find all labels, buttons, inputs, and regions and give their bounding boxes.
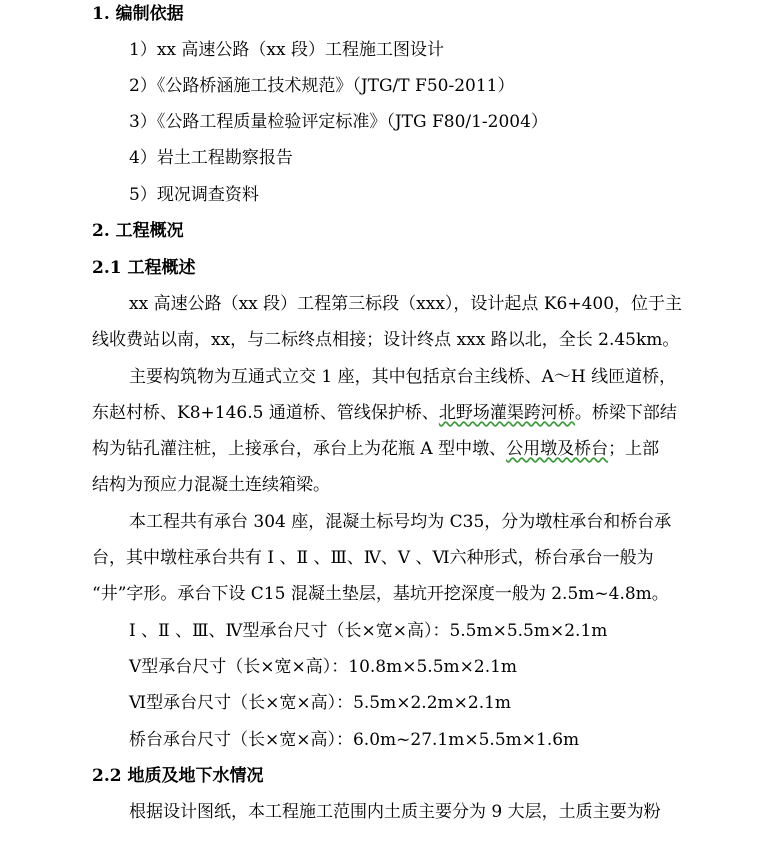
section-2-1-heading: 2.1 工程概述 <box>92 258 196 278</box>
caps-paragraph-line: 台，其中墩柱承台共有 Ⅰ 、Ⅱ 、Ⅲ、Ⅳ、Ⅴ 、Ⅵ六种形式，桥台承台一般为 <box>92 548 654 568</box>
reference-item-1: 1）xx 高速公路（xx 段）工程施工图设计 <box>129 40 444 60</box>
cap-dimension-line: 桥台承台尺寸（长×宽×高）：6.0m~27.1m×5.5m×1.6m <box>129 730 580 750</box>
structures-paragraph-line: 主要构筑物为互通式立交 1 座，其中包括京台主线桥、A～H 线匝道桥， <box>129 367 677 387</box>
geology-paragraph-line: 根据设计图纸，本工程施工范围内土质主要分为 9 大层，土质主要为粉 <box>129 802 661 822</box>
reference-item-2: 2）《公路桥涵施工技术规范》（JTG/T F50-2011） <box>129 76 515 96</box>
structures-paragraph-line: 结构为预应力混凝土连续箱梁。 <box>92 475 330 495</box>
section-1-heading: 1. 编制依据 <box>92 4 184 24</box>
section-2-heading: 2. 工程概况 <box>92 221 184 241</box>
section-2-2-heading: 2.2 地质及地下水情况 <box>92 766 264 786</box>
structures-text: 构为钻孔灌注桩，上接承台，承台上为花瓶 A 型中墩、 <box>92 439 507 459</box>
structures-paragraph-line <box>92 438 659 460</box>
grammar-underlined-text: 公用墩及桥台 <box>506 439 609 459</box>
structures-text: 。桥梁下部结 <box>574 403 677 423</box>
overview-paragraph-line: 线收费站以南，xx，与二标终点相接；设计终点 xxx 路以北，全长 2.45km。 <box>92 330 680 350</box>
grammar-underlined-text: 北野场灌渠跨河桥 <box>438 403 575 423</box>
cap-dimension-line: Ⅴ型承台尺寸（长×宽×高）：10.8m×5.5m×2.1m <box>129 657 518 677</box>
structures-text: 东赵村桥、K8+146.5 通道桥、管线保护桥、 <box>92 403 439 423</box>
cap-dimension-line: Ⅵ型承台尺寸（长×宽×高）：5.5m×2.2m×2.1m <box>129 693 512 713</box>
caps-paragraph-line: 本工程共有承台 304 座，混凝土标号均为 C35，分为墩柱承台和桥台承 <box>129 512 672 532</box>
cap-dimension-line: Ⅰ 、Ⅱ 、Ⅲ、Ⅳ型承台尺寸（长×宽×高）：5.5m×5.5m×2.1m <box>129 621 608 641</box>
structures-paragraph-line <box>92 402 677 424</box>
structures-text: ；上部 <box>608 439 660 459</box>
caps-paragraph-line: “井”字形。承台下设 C15 混凝土垫层，基坑开挖深度一般为 2.5m~4.8m。 <box>92 584 669 604</box>
reference-item-4: 4）岩土工程勘察报告 <box>129 148 293 168</box>
overview-paragraph-line: xx 高速公路（xx 段）工程第三标段（xxx），设计起点 K6+400，位于主 <box>129 294 683 314</box>
reference-item-5: 5）现况调查资料 <box>129 185 259 205</box>
reference-item-3: 3）《公路工程质量检验评定标准》（JTG F80/1-2004） <box>129 112 548 132</box>
